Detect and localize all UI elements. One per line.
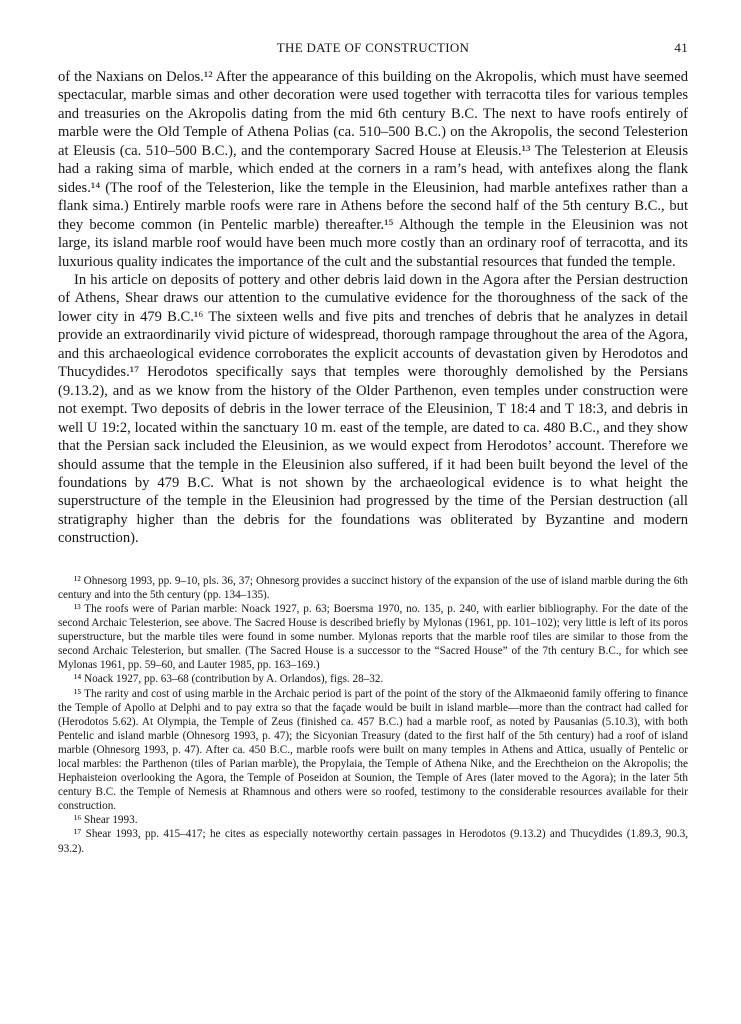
footnote-15: ¹⁵ The rarity and cost of using marble in the Archaic period is part of the point of the story of the Alkmaeonid family offering to finance the Temple of Apollo at Delphi and to pay extra so that the façade would be built in island marble—more than the contract had called for (Herodotos 5.62). At Olympia, the Temple of Zeus (finished ca. 457 B.C.) had a marble roof, as noted by Pausanias (5.10.3), with both Pentelic and island marble (Ohnesorg 1993, p. 47); the Sicyonian Treasury (dated to the first half of the 5th century) had a roof of island marble (Ohnesorg 1993, p. 47). After ca. 450 B.C., marble roofs were built on many temples in Athens and Attica, usually of Pentelic or local marbles: the Parthenon (tiles of Parian marble), the Propylaia, the Temple of Athena Nike, and the Erechtheion on the Akropolis; the Hephaisteion overlooking the Agora, the Temple of Poseidon at Sounion, the Temple of Ares (later moved to the Agora); in the later 5th century B.C. the Temple of Nemesis at Rhamnous and others were so roofed, testimony to the considerable resources available for their construction.: [58, 687, 688, 813]
running-title: THE DATE OF CONSTRUCTION: [276, 40, 470, 55]
footnotes: [58, 574, 688, 856]
footnote-12: ¹² Ohnesorg 1993, pp. 9–10, pls. 36, 37; Ohnesorg provides a succinct history of the expansion of the use of island marble during the 6th century and into the 5th century (pp. 134–135).: [58, 574, 688, 601]
paragraph-1: of the Naxians on Delos.¹² After the appearance of this building on the Akropolis, which must have seemed spectacular, marble simas and other decoration were used together with terracotta tiles for various temples and treasuries on the Akropolis dating from the mid 6th century B.C. The next to have roofs entirely of marble were the Old Temple of Athena Polias (ca. 510–500 B.C.) on the Akropolis, the second Telesterion at Eleusis (ca. 510–500 B.C.), and the contemporary Sacred House at Eleusis.¹³ The Telesterion at Eleusis had a raking sima of marble, which ended at the corners in a ram’s head, with antefixes along the flank sides.¹⁴ (The roof of the Telesterion, like the temple in the Eleusinion, had marble antefixes rather than a flank sima.) Entirely marble roofs were rare in Athens before the second half of the 5th century B.C., but they become common (in Pentelic marble) thereafter.¹⁵ Although the temple in the Eleusinion was not large, its island marble roof would have been much more costly than an ordinary roof of terracotta, and its luxurious quality indicates the importance of the cult and the substantial resources that funded the temple.: [58, 69, 688, 270]
main-text: [58, 68, 688, 548]
running-header: [58, 40, 688, 62]
paragraph-2: In his article on deposits of pottery and other debris laid down in the Agora after the Persian destruction of Athens, Shear draws our attention to the cumulative evidence for the thoroughness of the sack of the lower city in 479 B.C.¹⁶ The sixteen wells and five pits and trenches of debris that he analyzes in detail provide an extraordinarily vivid picture of widespread, thorough rampage throughout the area of the Agora, and this archaeological evidence corroborates the explicit accounts of devastation given by Herodotos and Thucydides.¹⁷ Herodotos specifically says that temples were thoroughly demolished by the Persians (9.13.2), and as we know from the history of the Older Parthenon, even temples under construction were not exempt. Two deposits of debris in the lower terrace of the Eleusinion, T 18:4 and T 18:3, and debris in well U 19:2, located within the sanctuary 10 m. east of the temple, are dated to ca. 480 B.C., and they show that the Persian sack included the Eleusinion, as we would expect from Herodotos’ account. Therefore we should assume that the temple in the Eleusinion also suffered, if it had been built beyond the level of the foundations by 479 B.C. What is not shown by the archaeological evidence is to what height the superstructure of the temple in the Eleusinion had progressed by the time of the Persian destruction (all stratigraphy higher than the debris for the foundations was obliterated by Byzantine and modern construction).: [58, 271, 688, 547]
footnote-13: ¹³ The roofs were of Parian marble: Noack 1927, p. 63; Boersma 1970, no. 135, p. 240, with earlier bibliography. For the date of the second Archaic Telesterion, see above. The Sacred House is described briefly by Mylonas (1961, pp. 101–102); very little is left of its poros superstructure, but the marble tiles were found in some number. Mylonas reports that the marble roof tiles are similar to those from the second Archaic Telesterion, but smaller. (The Sacred House is a successor to the “Sacred House” of the 7th century B.C., for which see Mylonas 1961, pp. 59–60, and Lauter 1985, pp. 163–169.): [58, 602, 688, 672]
footnote-14: ¹⁴ Noack 1927, pp. 63–68 (contribution by A. Orlandos), figs. 28–32.: [74, 673, 384, 686]
book-page: [58, 40, 688, 856]
page-number: 41: [674, 40, 688, 55]
footnote-16: ¹⁶ Shear 1993.: [74, 814, 138, 827]
footnote-17: ¹⁷ Shear 1993, pp. 415–417; he cites as especially noteworthy certain passages in Herodotos (9.13.2) and Thucydides (1.89.3, 90.3, 93.2).: [58, 828, 688, 855]
